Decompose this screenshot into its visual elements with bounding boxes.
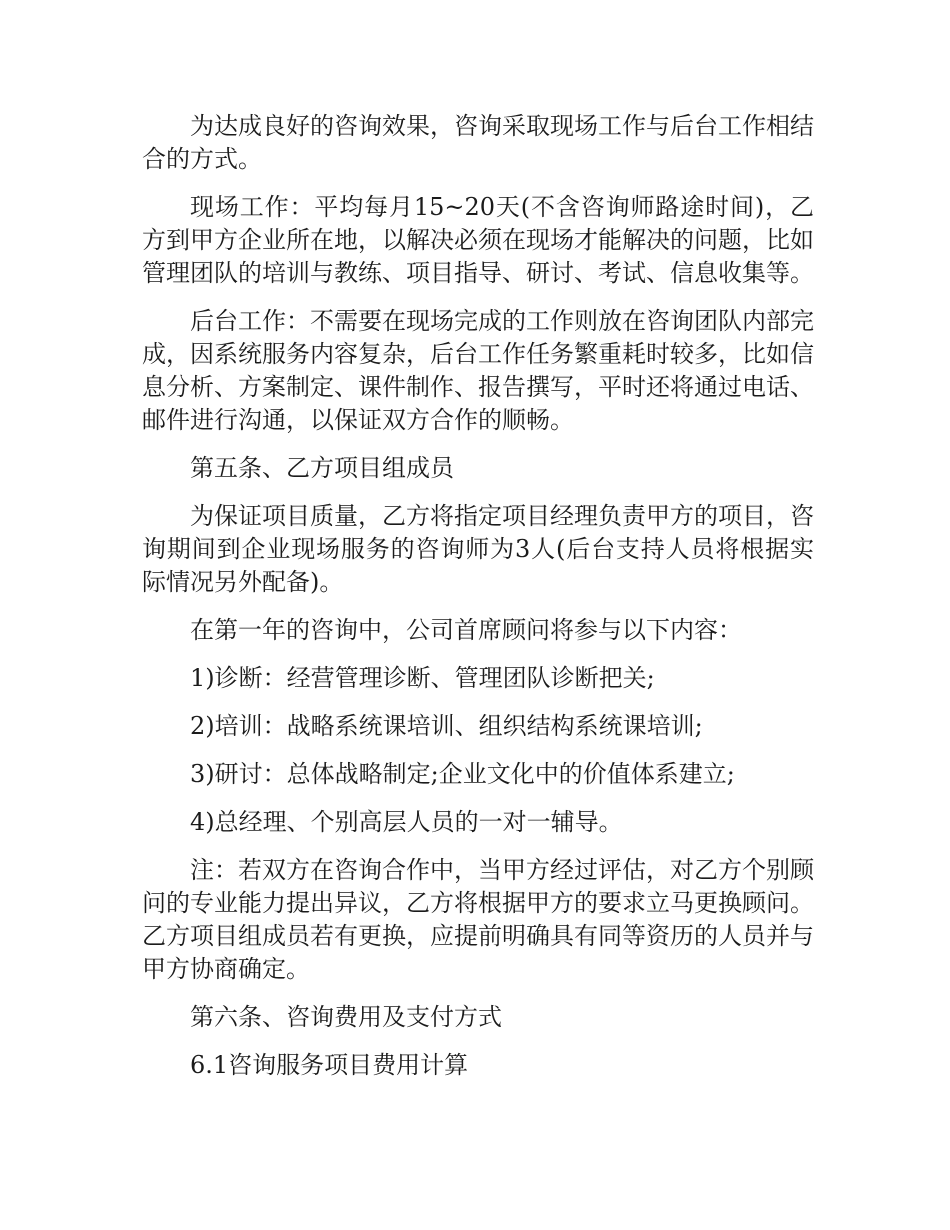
paragraph-backend-work: 后台工作：不需要在现场完成的工作则放在咨询团队内部完成，因系统服务内容复杂，后台工作任务繁重耗时较多，比如信息分析、方案制定、课件制作、报告撰写，平时还将通过电话、邮件进行沟通，以保证双方合作的顺畅。 [142,307,814,434]
paragraph-note: 注：若双方在咨询合作中，当甲方经过评估，对乙方个别顾问的专业能力提出异议，乙方将根据甲方的要求立马更换顾问。乙方项目组成员若有更换，应提前明确具有同等资历的人员并与甲方协商确定。 [142,856,814,983]
paragraph-project-manager: 为保证项目质量，乙方将指定项目经理负责甲方的项目，咨询期间到企业现场服务的咨询师为3人(后台支持人员将根据实际情况另外配备)。 [142,502,814,596]
paragraph-consulting-mode: 为达成良好的咨询效果，咨询采取现场工作与后台工作相结合的方式。 [142,112,814,173]
document-page [142,110,814,1097]
section-heading-article-6: 第六条、咨询费用及支付方式 [190,1003,502,1031]
subsection-heading-6-1: 6.1咨询服务项目费用计算 [190,1051,469,1079]
list-item-diagnosis: 1)诊断：经营管理诊断、管理团队诊断把关; [190,664,655,692]
list-item-training: 2)培训：战略系统课培训、组织结构系统课培训; [190,712,703,740]
paragraph-first-year: 在第一年的咨询中，公司首席顾问将参与以下内容： [190,616,742,644]
list-item-discussion: 3)研讨：总体战略制定;企业文化中的价值体系建立; [190,760,735,788]
paragraph-onsite-work: 现场工作：平均每月15~20天(不含咨询师路途时间)，乙方到甲方企业所在地，以解决必须在现场才能解决的问题，比如管理团队的培训与教练、项目指导、研讨、考试、信息收集等。 [142,193,814,287]
section-heading-article-5: 第五条、乙方项目组成员 [190,454,454,482]
list-item-coaching: 4)总经理、个别高层人员的一对一辅导。 [190,808,623,836]
